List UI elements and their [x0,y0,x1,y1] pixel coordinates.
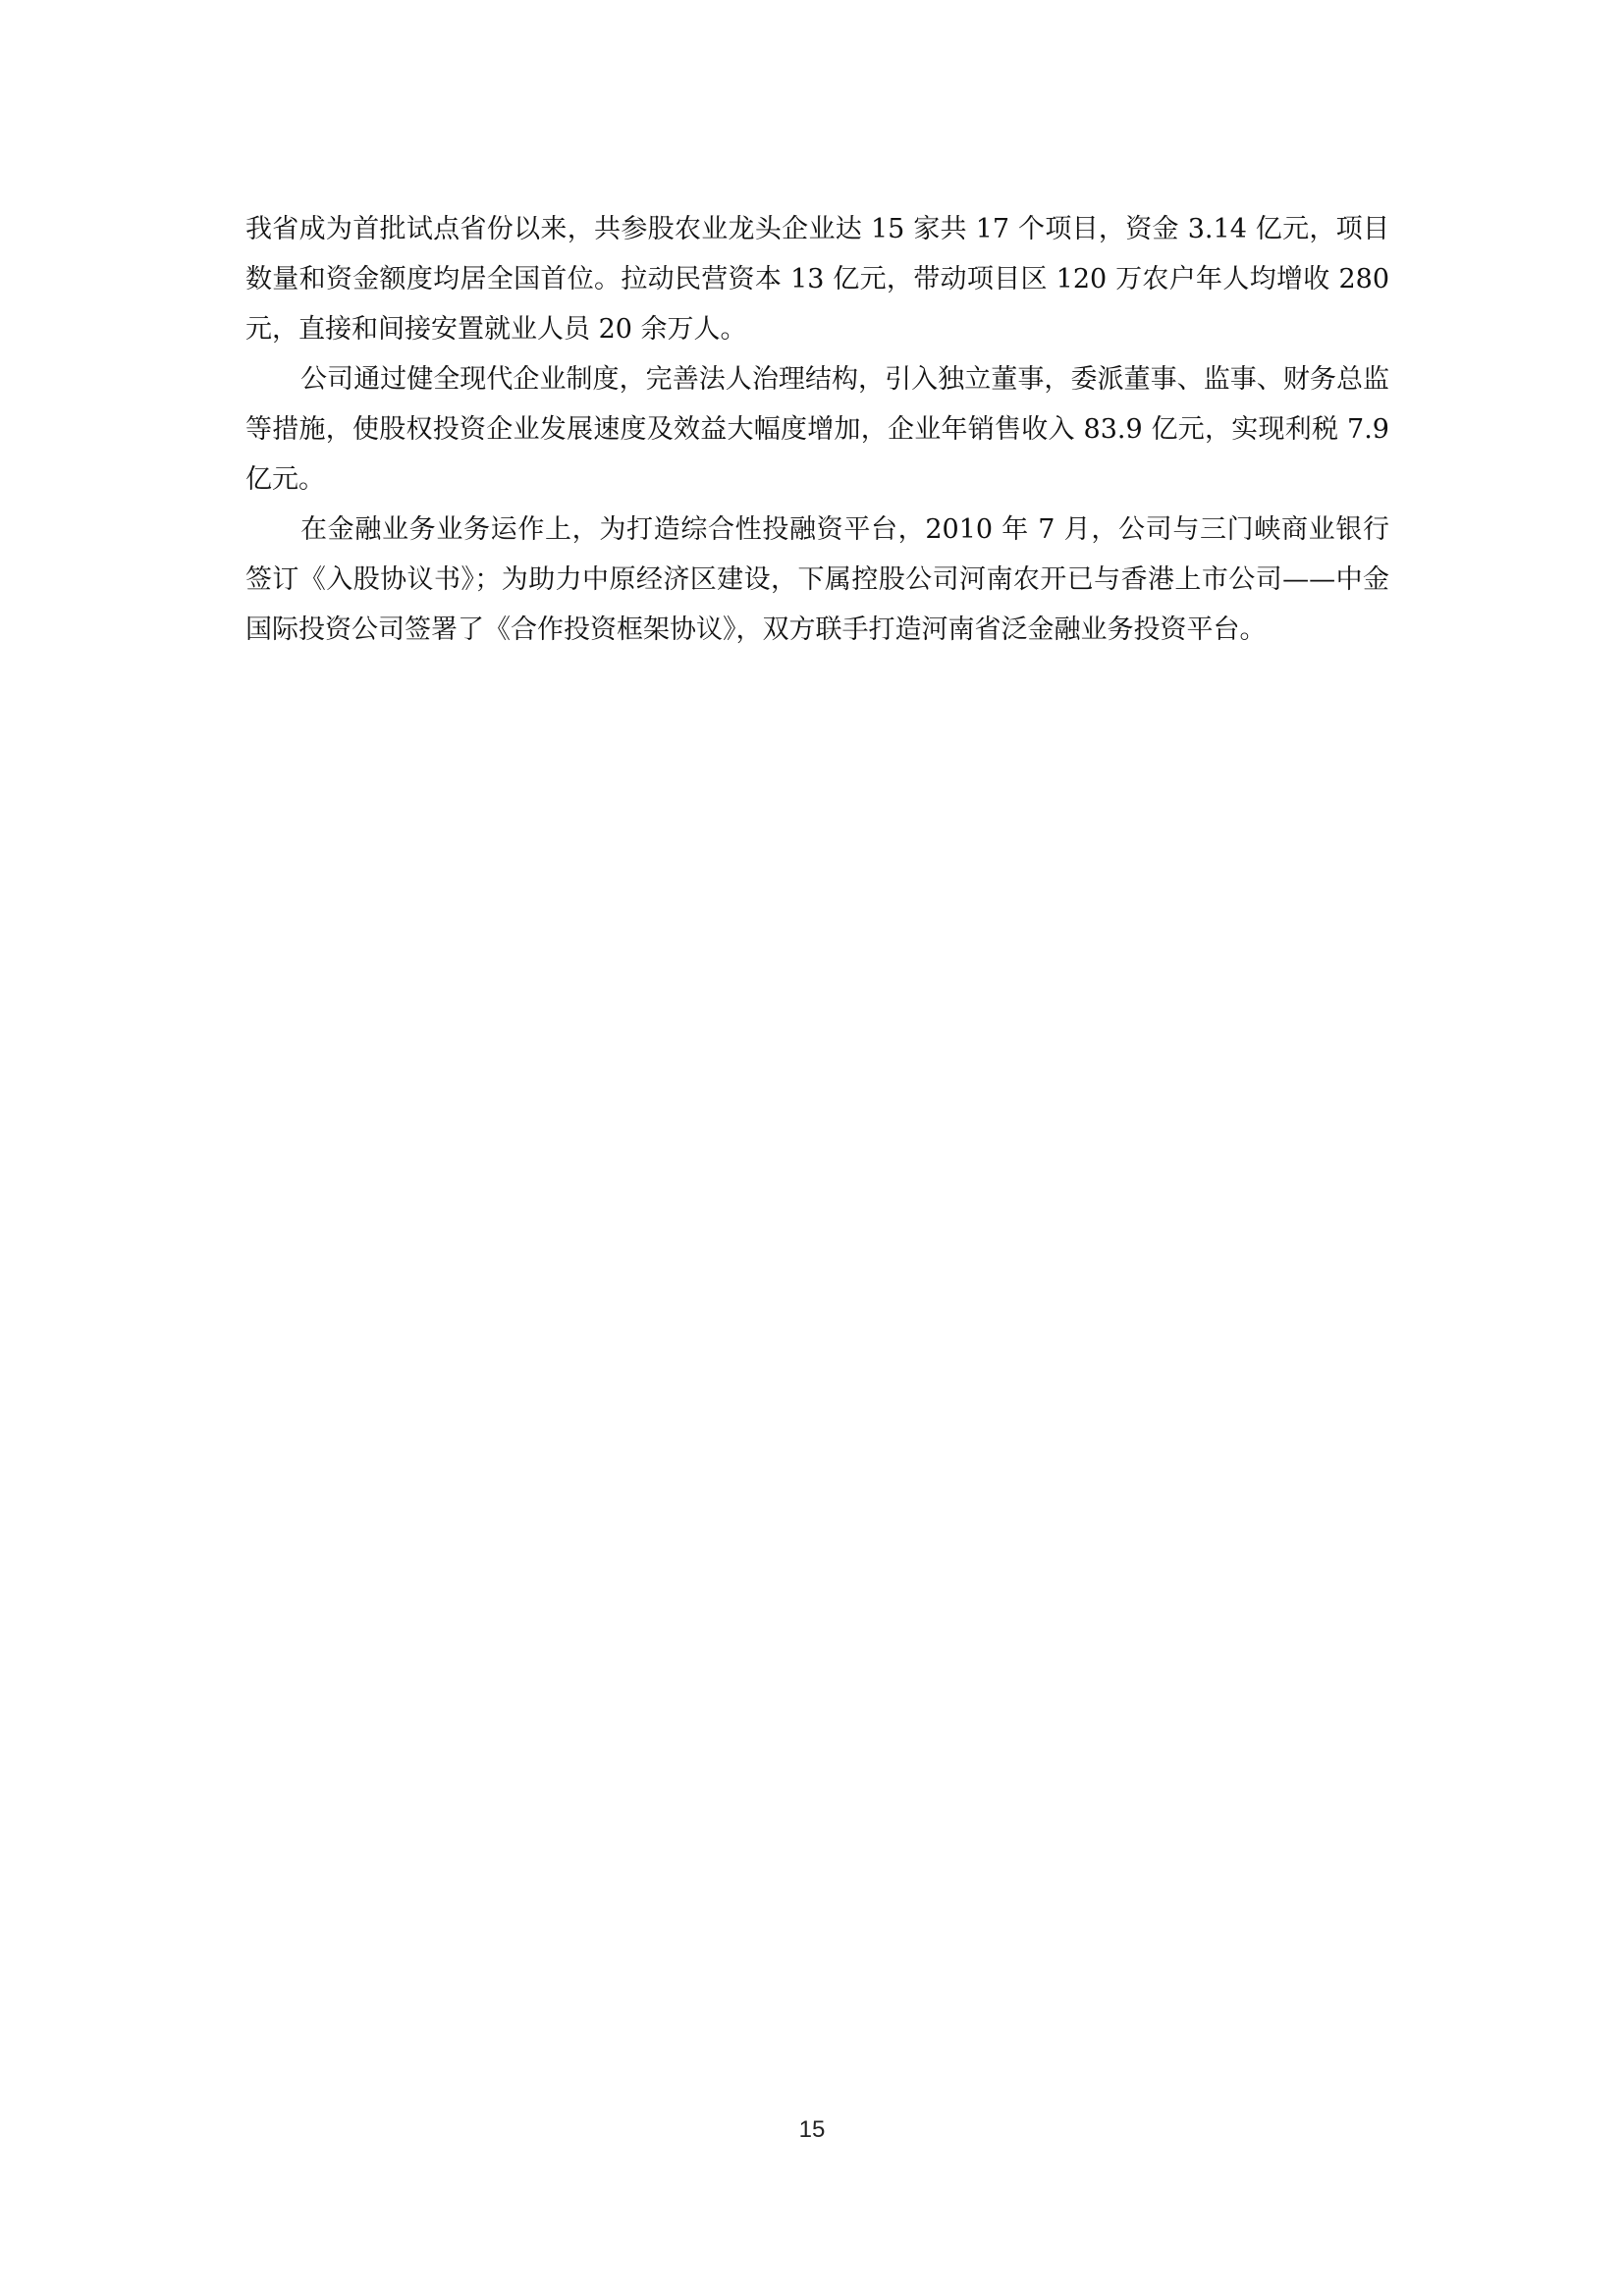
paragraph-3: 在金融业务业务运作上，为打造综合性投融资平台，2010 年 7 月，公司与三门峡商业银行签订《入股协议书》；为助力中原经济区建设，下属控股公司河南农开已与香港上市公司——中金国际投资公司签署了《合作投资框架协议》，双方联手打造河南省泛金融业务投资平台。 [245,514,1389,645]
body-text [245,204,1389,655]
paragraph-2: 公司通过健全现代企业制度，完善法人治理结构，引入独立董事，委派董事、监事、财务总监等措施，使股权投资企业发展速度及效益大幅度增加，企业年销售收入 83.9 亿元，实现利税 7.9 亿元。 [245,364,1389,495]
paragraph-1: 我省成为首批试点省份以来，共参股农业龙头企业达 15 家共 17 个项目，资金 3.14 亿元，项目数量和资金额度均居全国首位。拉动民营资本 13 亿元，带动项目区 120 万农户年人均增收 280 元，直接和间接安置就业人员 20 余万人。 [245,214,1389,345]
page-number: 15 [798,2116,826,2143]
